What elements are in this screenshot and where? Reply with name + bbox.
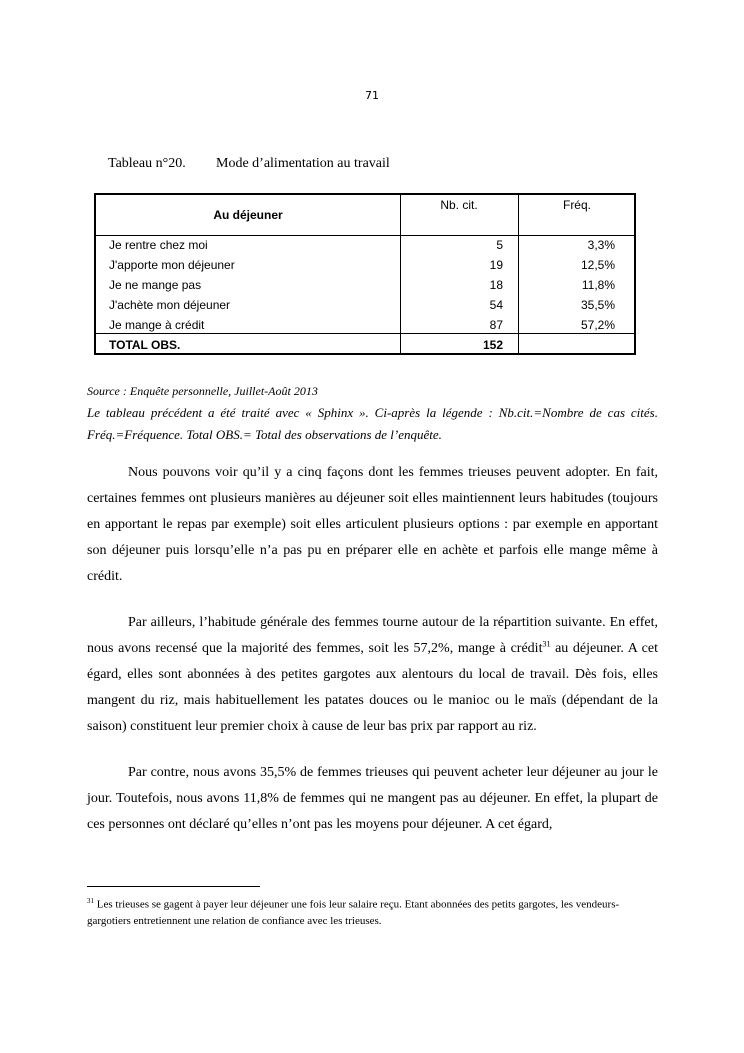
footnote xyxy=(87,893,658,929)
paragraph: Nous pouvons voir qu’il y a cinq façons dont les femmes trieuses peuvent adopter. En fait, certaines femmes ont plusieurs manières au déjeuner soit elles maintiennent leurs habitudes (toujours en apportant le repas par exemple) soit elles articulent plusieurs options : par exemple en apportant son déjeuner puis lorsqu’elle n’a pas pu en préparer elle en achète et parfois elle mange même à crédit. xyxy=(87,465,658,584)
row-frequency: 57,2% xyxy=(580,318,615,332)
row-frequency: 12,5% xyxy=(580,258,615,272)
row-label: Je mange à crédit xyxy=(109,318,205,332)
row-frequency: 11,8% xyxy=(581,278,615,292)
total-count: 152 xyxy=(482,338,503,352)
table-row xyxy=(96,255,634,275)
page-number: 71 xyxy=(365,89,379,102)
table-row xyxy=(96,235,634,255)
row-count: 87 xyxy=(489,318,503,332)
total-label: TOTAL OBS. xyxy=(109,338,181,352)
table-row xyxy=(96,275,634,295)
row-count: 19 xyxy=(489,258,503,272)
footnote-reference: 31 xyxy=(542,639,551,649)
table-header-count: Nb. cit. xyxy=(440,198,478,212)
table-legend: Le tableau précédent a été traité avec « Sphinx ». Ci-après la légende : Nb.cit.=Nombre de cas cités. Fréq.=Fréquence. Total OBS.= Total des observations de l’enquête. xyxy=(87,405,658,442)
paragraph xyxy=(87,610,658,740)
footnote-text: Les trieuses se gagent à payer leur déjeuner une fois leur salaire reçu. Etant abonnées des petits gargotes, les vendeurs-gargotiers entretiennent une relation de confiance avec les trieuses. xyxy=(87,898,620,927)
table-source: Source : Enquête personnelle, Juillet-Août 2013 xyxy=(87,384,318,398)
table-header-frequency: Fréq. xyxy=(562,198,591,212)
footnote-separator xyxy=(87,886,260,887)
row-frequency: 35,5% xyxy=(580,298,615,312)
footnote-number: 31 xyxy=(87,897,94,905)
row-label: J'achète mon déjeuner xyxy=(109,298,231,312)
row-count: 5 xyxy=(496,238,503,252)
table-row xyxy=(96,295,634,315)
table-caption xyxy=(108,156,390,172)
table-row xyxy=(96,315,634,335)
table-caption-number: Tableau n°20. xyxy=(108,156,186,171)
row-frequency: 3,3% xyxy=(587,238,615,252)
row-count: 54 xyxy=(489,298,503,312)
paragraph-text: Par ailleurs, l’habitude générale des femmes tourne autour de la répartition suivante. En effet, nous avons recensé que la majorité des femmes, soit les 57,2%, mange à crédit xyxy=(87,615,658,656)
row-label: Je ne mange pas xyxy=(109,278,202,292)
table-header-category: Au déjeuner xyxy=(213,208,283,222)
table-total-row xyxy=(96,335,634,355)
paragraph: Par contre, nous avons 35,5% de femmes trieuses qui peuvent acheter leur déjeuner au jour le jour. Toutefois, nous avons 11,8% de femmes qui ne mangent pas au déjeuner. En effet, la plupart de ces personnes ont déclaré qu’elles n’ont pas les moyens pour déjeuner. A cet égard, xyxy=(87,765,658,832)
row-label: Je rentre chez moi xyxy=(109,238,208,252)
row-count: 18 xyxy=(489,278,503,292)
row-label: J'apporte mon déjeuner xyxy=(109,258,235,272)
table-caption-title: Mode d’alimentation au travail xyxy=(216,156,390,171)
meal-mode-table xyxy=(94,193,636,355)
paragraph-text: au déjeuner. A cet égard, elles sont abonnées à des petites gargotes aux alentours du local de travail. Dès fois, elles mangent du riz, mais habituellement les patates douces ou le manioc ou le maïs (dépendant de la saison) constituent leur premier choix à cause de leur bas prix par rapport au riz. xyxy=(87,641,658,734)
